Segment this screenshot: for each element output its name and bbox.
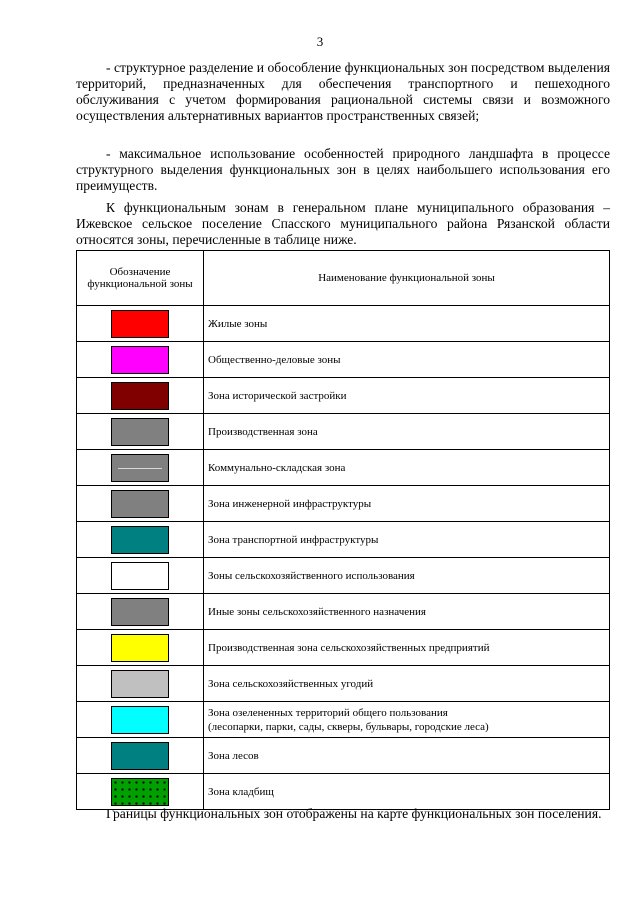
table-row <box>77 414 610 450</box>
table-row <box>77 594 610 630</box>
table-row <box>77 450 610 486</box>
zone-symbol-cell <box>77 666 204 702</box>
page-number: 3 <box>316 34 324 49</box>
paragraph-text: Границы функциональных зон отображены на карте функциональных зон поселения. <box>106 806 602 821</box>
zone-color-swatch <box>111 634 169 662</box>
zone-color-swatch <box>111 454 169 482</box>
zone-name-cell: Производственная зона сельскохозяйственных предприятий <box>204 630 610 666</box>
paragraph-text: К функциональным зонам в генеральном плане муниципального образования – Ижевское сельское поселение Спасского муниципального района Рязанской области относятся зоны, перечисленные в таблице ниже. <box>76 200 610 247</box>
zone-symbol-cell <box>77 342 204 378</box>
zone-color-swatch <box>111 706 169 734</box>
zone-symbol-cell <box>77 522 204 558</box>
zone-color-swatch <box>111 382 169 410</box>
zone-name-cell: Общественно-деловые зоны <box>204 342 610 378</box>
header-symbol: Обозначение функциональной зоны <box>77 251 204 306</box>
table-row <box>77 306 610 342</box>
zone-name-cell: Зона инженерной инфраструктуры <box>204 486 610 522</box>
table-row <box>77 342 610 378</box>
zone-color-swatch <box>111 346 169 374</box>
functional-zones-table <box>76 250 610 810</box>
table-row <box>77 702 610 738</box>
table-body <box>77 306 610 810</box>
zone-color-swatch <box>111 310 169 338</box>
zone-color-swatch <box>111 562 169 590</box>
zone-symbol-cell <box>77 738 204 774</box>
zone-color-swatch <box>111 526 169 554</box>
zone-symbol-cell <box>77 774 204 810</box>
zone-name-cell: Зона озелененных территорий общего пользования (лесопарки, парки, сады, скверы, бульвары, городские леса) <box>204 702 610 738</box>
zone-name-cell: Иные зоны сельскохозяйственного назначения <box>204 594 610 630</box>
paragraph-zones-intro <box>76 200 610 248</box>
table-row <box>77 738 610 774</box>
zone-symbol-cell <box>77 414 204 450</box>
zone-name-cell: Зона кладбищ <box>204 774 610 810</box>
table-header-row <box>77 251 610 306</box>
zone-color-swatch <box>111 418 169 446</box>
table-row <box>77 558 610 594</box>
zone-symbol-cell <box>77 306 204 342</box>
zone-symbol-cell <box>77 594 204 630</box>
header-name: Наименование функциональной зоны <box>204 251 610 306</box>
zone-symbol-cell <box>77 702 204 738</box>
table-row <box>77 666 610 702</box>
zone-name-cell: Производственная зона <box>204 414 610 450</box>
zone-color-swatch <box>111 490 169 518</box>
table-row <box>77 522 610 558</box>
table-row <box>77 378 610 414</box>
paragraph-structural-separation <box>76 60 610 124</box>
zone-color-swatch <box>111 742 169 770</box>
zone-name-cell: Жилые зоны <box>204 306 610 342</box>
zone-color-swatch <box>111 778 169 806</box>
table-row <box>77 486 610 522</box>
paragraph-landscape <box>76 146 610 194</box>
zone-name-cell: Коммунально-складская зона <box>204 450 610 486</box>
zone-color-swatch <box>111 598 169 626</box>
zone-symbol-cell <box>77 486 204 522</box>
zone-color-swatch <box>111 670 169 698</box>
zone-name-cell: Зона сельскохозяйственных угодий <box>204 666 610 702</box>
zone-name-cell: Зоны сельскохозяйственного использования <box>204 558 610 594</box>
paragraph-boundaries <box>76 806 610 822</box>
paragraph-text: - максимальное использование особенностей природного ландшафта в процессе структурного выделения функциональных зон в целях наибольшего использования его преимуществ. <box>76 146 610 193</box>
zone-symbol-cell <box>77 450 204 486</box>
zone-name-cell: Зона лесов <box>204 738 610 774</box>
zone-name-cell: Зона транспортной инфраструктуры <box>204 522 610 558</box>
zone-symbol-cell <box>77 558 204 594</box>
zone-symbol-cell <box>77 378 204 414</box>
zone-name-cell: Зона исторической застройки <box>204 378 610 414</box>
table-row <box>77 774 610 810</box>
paragraph-text: - структурное разделение и обособление функциональных зон посредством выделения территорий, предназначенных для обеспечения транспортного и пешеходного обслуживания с учетом формирования рациональной системы связи и возможного осуществления альтернативных вариантов пространственных связей; <box>76 60 610 123</box>
zone-symbol-cell <box>77 630 204 666</box>
table-row <box>77 630 610 666</box>
